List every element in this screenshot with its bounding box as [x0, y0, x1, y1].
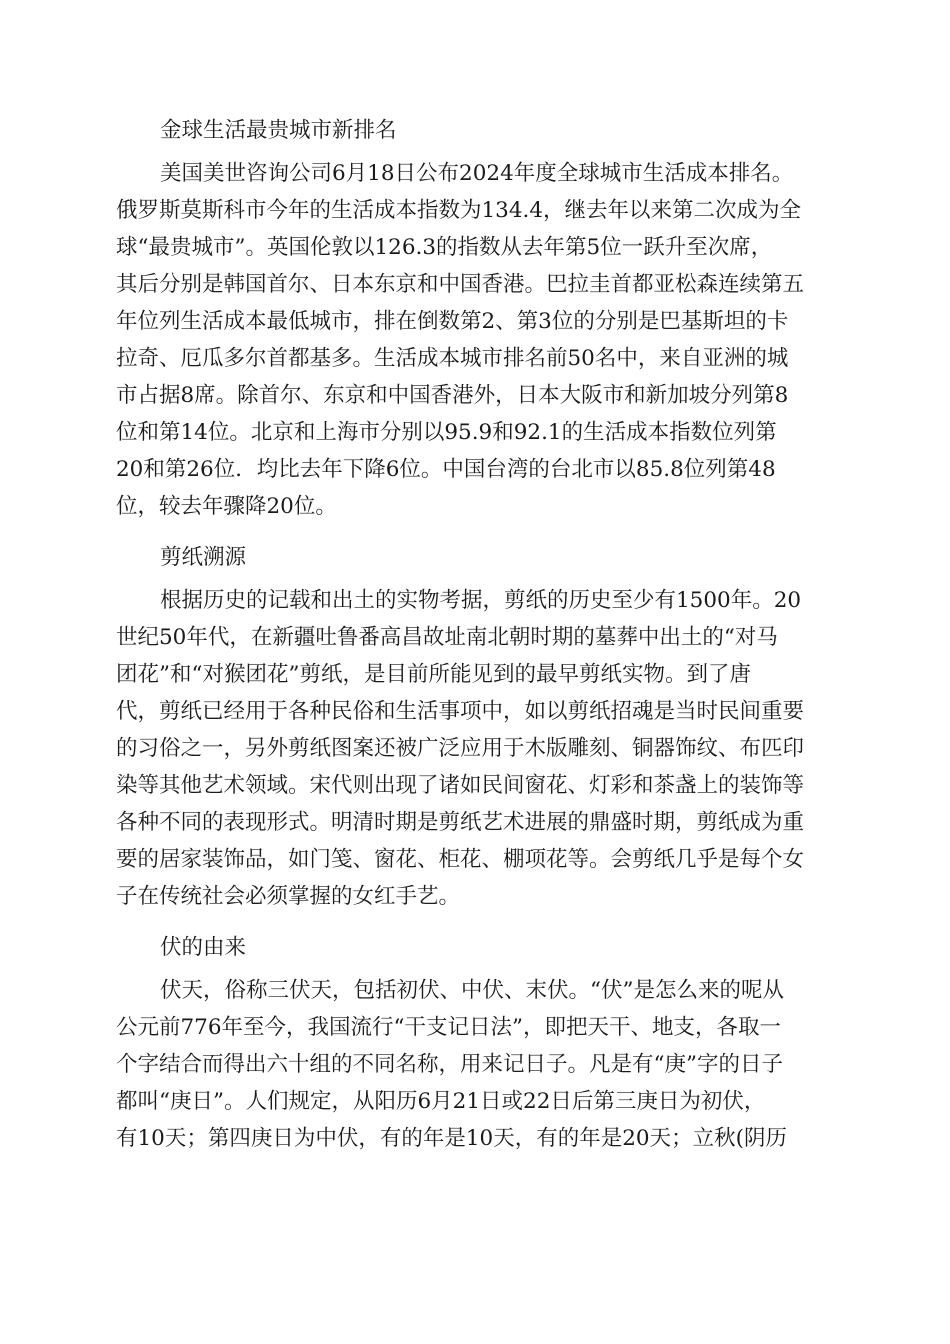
text-line: 球“最贵城市”。英国伦敦以126.3的指数从去年第5位一跃升至次席，: [116, 235, 773, 260]
section-title: 金球生活最贵城市新排名: [160, 118, 397, 143]
text-line: 的习俗之一，另外剪纸图案还被广泛应用于木版雕刻、铜器饰纹、布匹印: [116, 736, 805, 761]
text-line: 美国美世咨询公司6月18日公布2024年度全球城市生活成本排名。: [160, 161, 794, 186]
text-line: 世纪50年代，在新疆吐鲁番高昌故址南北朝时期的墓葬中出土的“对马: [116, 625, 778, 650]
document-page: [116, 104, 834, 1157]
text-line: 个字结合而得出六十组的不同名称，用来记日子。凡是有“庚”字的日子: [116, 1052, 783, 1077]
section-title: 伏的由来: [160, 935, 247, 960]
section-title: 剪纸溯源: [160, 545, 247, 570]
paragraph: [116, 972, 834, 1157]
text-line: 各种不同的表现形式。明清时期是剪纸艺术进展的鼎盛时期，剪纸成为重: [116, 810, 805, 835]
text-line: 20和第26位．均比去年下降6位。中国台湾的台北市以85.8位列第48: [116, 457, 776, 482]
text-line: 根据历史的记载和出土的实物考据，剪纸的历史至少有1500年。20: [160, 588, 802, 613]
text-line: 代，剪纸已经用于各种民俗和生活事项中，如以剪纸招魂是当时民间重要: [116, 699, 805, 724]
text-line: 都叫“庚日”。人们规定，从阳历6月21日或22日后第三庚日为初伏，: [116, 1089, 766, 1114]
text-line: 年位列生活成本最低城市，排在倒数第2、第3位的分别是巴基斯坦的卡: [116, 309, 789, 334]
text-line: 位和第14位。北京和上海市分别以95.9和92.1的生活成本指数位列第: [116, 420, 777, 445]
paragraph: [116, 582, 834, 915]
text-line: 市占据8席。除首尔、东京和中国香港外，日本大阪市和新加坡分列第8: [116, 383, 789, 408]
text-line: 拉奇、厄瓜多尔首都基多。生活成本城市排名前50名中，来自亚洲的城: [116, 346, 789, 371]
text-line: 伏天，俗称三伏天，包括初伏、中伏、末伏。“伏”是怎么来的呢从: [160, 978, 784, 1003]
text-line: 子在传统社会必须掌握的女红手艺。: [116, 884, 461, 909]
text-line: 位，较去年骤降20位。: [116, 494, 337, 519]
text-line: 有10天；第四庚日为中伏，有的年是10天，有的年是20天；立秋(阴历: [116, 1126, 787, 1151]
text-line: 团花”和“对猴团花”剪纸，是目前所能见到的最早剪纸实物。到了唐: [116, 662, 751, 687]
text-line: 染等其他艺术领域。宋代则出现了诸如民间窗花、灯彩和茶盏上的装饰等: [116, 773, 805, 798]
text-line: 要的居家装饰品，如门笺、窗花、柜花、棚项花等。会剪纸几乎是每个女: [116, 847, 805, 872]
text-line: 其后分别是韩国首尔、日本东京和中国香港。巴拉圭首都亚松森连续第五: [116, 272, 805, 297]
paragraph: [116, 155, 834, 525]
text-line: 俄罗斯莫斯科市今年的生活成本指数为134.4，继去年以来第二次成为全: [116, 198, 802, 223]
text-line: 公元前776年至今，我国流行“干支记日法”，即把天干、地支，各取一: [116, 1015, 782, 1040]
